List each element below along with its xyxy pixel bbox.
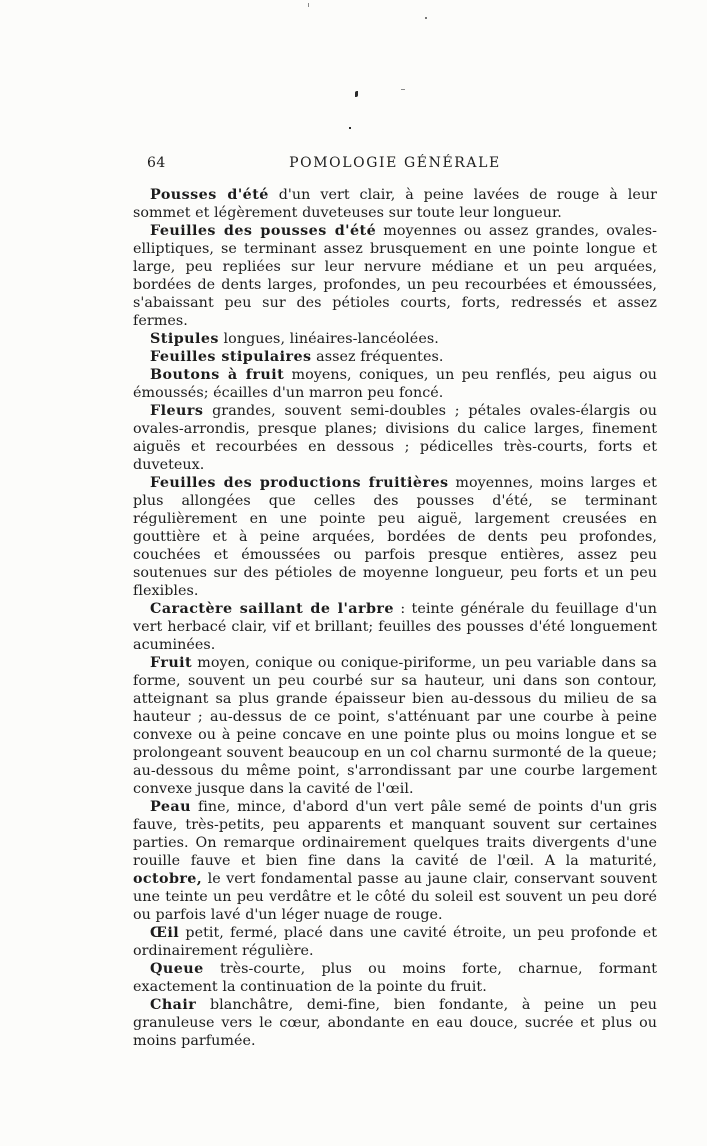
paragraph-text: longues, linéaires-lancéolées. xyxy=(223,331,439,347)
ink-speck xyxy=(355,91,358,97)
paragraph-text: assez fréquentes. xyxy=(316,349,444,365)
ink-speck xyxy=(349,127,351,129)
paragraph-fleurs xyxy=(133,402,657,474)
paragraph-lead: Fruit xyxy=(150,655,193,671)
paragraph-text: : teinte générale du feuillage d'un vert herbacé clair, vif et brillant; feuilles des pousses d'été longuement acuminées. xyxy=(133,601,657,653)
paragraph-peau xyxy=(133,798,657,924)
paragraph-stipules xyxy=(133,330,657,348)
paragraph-text: d'un vert clair, à peine lavées de rouge à leur sommet et légèrement duveteuses sur toute leur longueur. xyxy=(133,187,657,221)
paragraph-boutons-a-fruit xyxy=(133,366,657,402)
paragraph-feuilles-productions-fruitieres xyxy=(133,474,657,600)
paragraph-text: fine, mince, d'abord d'un vert pâle semé de points d'un gris fauve, très-petits, peu apparents et manquant souvent sur certaines parties. On remarque ordinairement quelques traits divergents d'une rouille fauve et bien fine dans la cavité de l'œil. A la maturité, xyxy=(133,799,657,869)
body-text xyxy=(133,186,657,1050)
paragraph-lead: Feuilles des pousses d'été xyxy=(150,223,377,239)
running-head xyxy=(133,155,657,175)
paragraph-lead: Chair xyxy=(150,997,197,1013)
paragraph-lead: Boutons à fruit xyxy=(150,367,285,383)
paragraph-text: très-courte, plus ou moins forte, charnue, formant exactement la continuation de la pointe du fruit. xyxy=(133,961,657,995)
paragraph-lead: Pousses d'été xyxy=(150,187,269,203)
paragraph-fruit xyxy=(133,654,657,798)
page-number: 64 xyxy=(147,155,166,171)
paragraph-lead: Feuilles stipulaires xyxy=(150,349,312,365)
paragraph-queue xyxy=(133,960,657,996)
paragraph-caractere-saillant xyxy=(133,600,657,654)
inline-bold-octobre: octobre, xyxy=(133,871,203,887)
paragraph-text: grandes, souvent semi-doubles ; pétales ovales-élargis ou ovales-arrondis, presque planes; divisions du calice larges, finement aiguës et recourbées en dessous ; pédicelles très-courts, forts et duveteux. xyxy=(133,403,657,473)
paragraph-text: moyen, conique ou conique-piriforme, un peu variable dans sa forme, souvent un peu courbé sur sa hauteur, uni dans son contour, atteignant sa plus grande épaisseur bien au-dessous du milieu de sa hauteur ; au-dessus de ce point, s'atténuant par une courbe à peine convexe ou à peine concave en une pointe plus ou moins longue et se prolongeant souvent beaucoup en un col charnu surmonté de la queue; au-dessous du même point, s'arrondissant par une courbe largement convexe jusque dans la cavité de l'œil. xyxy=(133,655,657,797)
paragraph-feuilles-pousses-dete xyxy=(133,222,657,330)
paragraph-lead: Stipules xyxy=(150,331,219,347)
running-title: POMOLOGIE GÉNÉRALE xyxy=(289,155,501,171)
text-block xyxy=(133,155,657,1050)
paragraph-feuilles-stipulaires xyxy=(133,348,657,366)
paragraph-lead: Caractère saillant de l'arbre xyxy=(150,601,394,617)
paragraph-text: moyens, coniques, un peu renflés, peu aigus ou émoussés; écailles d'un marron peu foncé. xyxy=(133,367,657,401)
paragraph-lead: Fleurs xyxy=(150,403,204,419)
paragraph-oeil xyxy=(133,924,657,960)
ink-speck xyxy=(308,3,309,7)
paragraph-text: moyennes ou assez grandes, ovales-elliptiques, se terminant assez brusquement en une pointe longue et large, peu repliées sur leur nervure médiane et un peu arquées, bordées de dents larges, profondes, un peu recourbées et émoussées, s'abaissant peu sur des pétioles courts, forts, redressés et assez fermes. xyxy=(133,223,657,329)
paragraph-chair xyxy=(133,996,657,1050)
paragraph-text: le vert fondamental passe au jaune clair, conservant souvent une teinte un peu verdâtre et le côté du soleil est souvent un peu doré ou parfois lavé d'un léger nuage de rouge. xyxy=(133,871,657,923)
paragraph-lead: Feuilles des productions fruitières xyxy=(150,475,449,491)
paragraph-lead: Œil xyxy=(150,925,180,941)
paragraph-text: blanchâtre, demi-fine, bien fondante, à peine un peu granuleuse vers le cœur, abondante en eau douce, sucrée et plus ou moins parfumée. xyxy=(133,997,657,1049)
paragraph-text: moyennes, moins larges et plus allongées que celles des pousses d'été, se terminant régulièrement en une pointe peu aiguë, largement creusées en gouttière et à peine arquées, bordées de dents peu profondes, couchées et émoussées ou parfois presque entières, assez peu soutenues sur des pétioles de moyenne longueur, peu forts et un peu flexibles. xyxy=(133,475,657,599)
ink-speck xyxy=(401,89,405,90)
paragraph-lead: Queue xyxy=(150,961,204,977)
ink-speck xyxy=(425,17,427,19)
paragraph-pousses-dete xyxy=(133,186,657,222)
paragraph-text: petit, fermé, placé dans une cavité étroite, un peu profonde et ordinairement régulière. xyxy=(133,925,657,959)
paragraph-lead: Peau xyxy=(150,799,191,815)
